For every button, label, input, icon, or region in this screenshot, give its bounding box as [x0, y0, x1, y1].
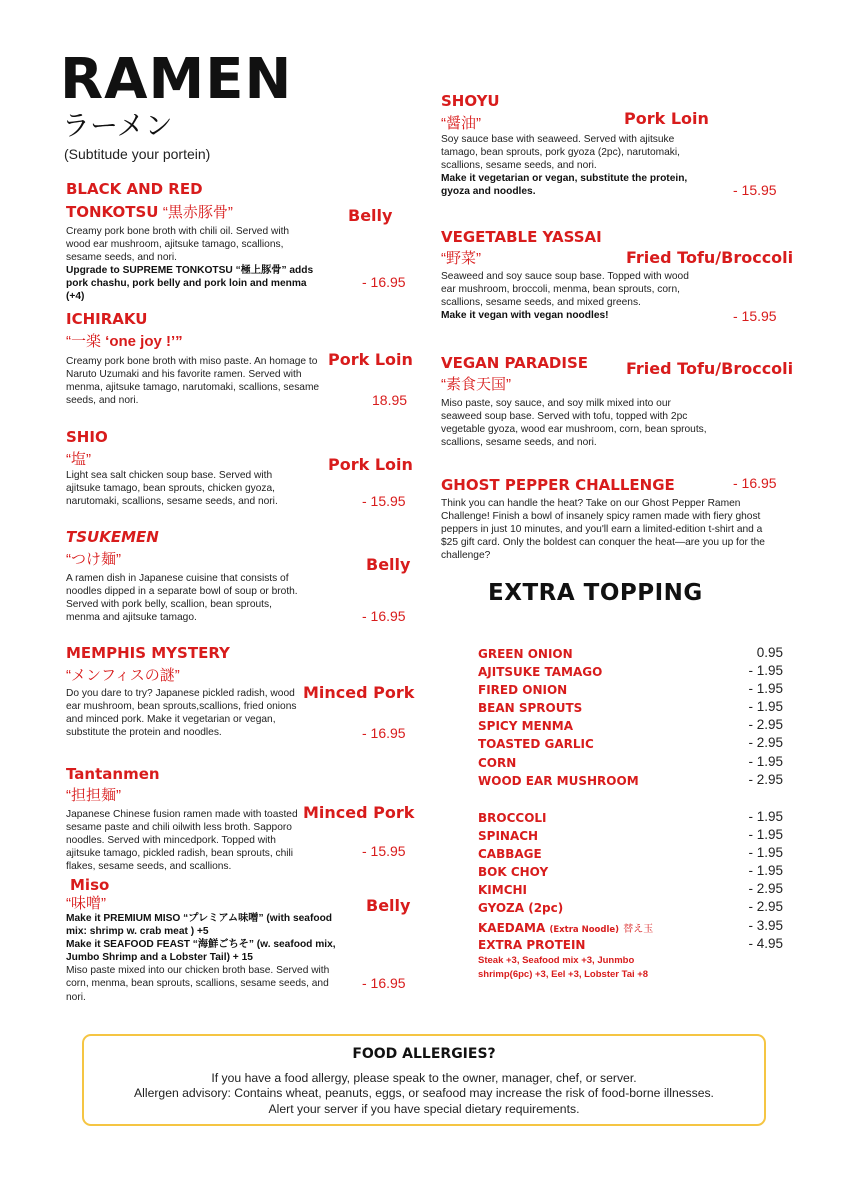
allergy-line: Alert your server if you have special dietary requirements.: [268, 1102, 580, 1116]
topping-name: BEAN SPROUTS: [478, 701, 583, 716]
topping-note: (Extra Noodle): [549, 924, 620, 935]
topping-name: KAEDAMA: [478, 920, 546, 935]
topping-name: FIRED ONION: [478, 683, 568, 698]
menu-item-description: Think you can handle the heat? Take on our Ghost Pepper Ramen Challenge! Finish a bowl of insanely spicy ramen made with fiery ghost peppers in just 10 minutes, and you'll earn a limited-edition t-shirt and a $25 gift card. Only the boldest can conquer the heat—are you up for the challenge?: [441, 498, 765, 562]
menu-item-price: - 15.95: [362, 493, 406, 509]
japanese-translation: ‘one joy !’”: [105, 333, 183, 350]
menu-item-name-line2: [66, 203, 233, 222]
menu-item-name: SHOYU: [441, 92, 500, 110]
topping-list-2: [478, 811, 678, 982]
menu-item-protein: Belly: [366, 555, 411, 574]
extra-topping-heading: EXTRA TOPPING: [488, 580, 703, 606]
menu-item-protein: Belly: [366, 896, 411, 915]
menu-item-name: Miso: [70, 876, 110, 894]
menu-item-name: SHIO: [66, 428, 108, 446]
description-text: Soy sauce base with seaweed. Served with ajitsuke tamago, bean sprouts, pork gyoza (2pc), narutomaki, scallions, sesame seeds, and nori.: [441, 134, 680, 172]
description-text: Creamy pork bone broth with chili oil. Served with wood ear mushroom, ajitsuke tamago, scallions, sesame seeds, and nori.: [66, 226, 290, 264]
topping-price: - 1.95: [748, 681, 783, 697]
topping-price: - 1.95: [748, 753, 783, 769]
menu-item-name: VEGETABLE YASSAI: [441, 228, 602, 246]
topping-name: AJITSUKE TAMAGO: [478, 665, 603, 680]
menu-item-name: TONKOTSU: [66, 203, 159, 221]
allergy-line: If you have a food allergy, please speak to the owner, manager, chef, or server.: [211, 1071, 637, 1085]
topping-list-1: [478, 647, 639, 792]
topping-name: CABBAGE: [478, 847, 542, 862]
topping-prices-1: [713, 645, 783, 790]
description-upgrade: Make it SEAFOOD FEAST “海鮮ごちそ” (w. seafood mix, Jumbo Shrimp and a Lobster Tail) + 15: [66, 939, 336, 964]
menu-item-price: - 16.95: [362, 975, 406, 991]
menu-item-name: GHOST PEPPER CHALLENGE: [441, 476, 675, 494]
menu-item-price: 18.95: [372, 392, 408, 408]
menu-item-name: VEGAN PARADISE: [441, 354, 589, 372]
menu-item-japanese: “メンフィスの謎”: [66, 667, 180, 684]
menu-item-description: Light sea salt chicken soup base. Served with ajitsuke tamago, bean sprouts, chicken gyoza, narutomaki, scallions, sesame seeds, and nori.: [66, 470, 278, 508]
topping-price: - 3.95: [748, 917, 783, 933]
menu-item-protein: Minced Pork: [303, 803, 415, 822]
menu-item-name: BLACK AND RED: [66, 180, 203, 198]
topping-name: SPINACH: [478, 829, 539, 844]
topping-prices-2: [713, 809, 783, 954]
topping-price: - 2.95: [748, 735, 783, 751]
menu-item-description: [441, 133, 691, 198]
topping-price: - 2.95: [748, 899, 783, 915]
page-subtitle: (Subtitude your portein): [64, 146, 211, 162]
menu-item-protein: Pork Loin: [328, 350, 413, 369]
menu-item-protein: Belly: [348, 206, 393, 225]
menu-item-japanese: “味噌”: [66, 895, 106, 912]
menu-item-name: ICHIRAKU: [66, 310, 148, 328]
topping-name: BROCCOLI: [478, 811, 547, 825]
menu-item-description: Japanese Chinese fusion ramen made with toasted sesame paste and chili oilwith less broth. Sapporo noodles. Served with mincedpork. Topped with ajitsuke tamago, pickled radish, bean sprouts, chili flakes, sesame seeds, and scallions.: [66, 809, 298, 873]
description-upgrade: Make it vegetarian or vegan, substitute the protein, gyoza and noodles.: [441, 173, 688, 198]
allergy-line: Allergen advisory: Contains wheat, peanuts, eggs, or seafood may increase the risk of food-borne illnesses.: [134, 1086, 714, 1100]
menu-item-description: [66, 912, 341, 1004]
topping-name: TOASTED GARLIC: [478, 737, 594, 752]
menu-item-japanese: “担担麺”: [66, 787, 121, 804]
menu-item-description: Do you dare to try? Japanese pickled radish, wood ear mushroom, bean sprouts,scallions, fried onions and minced pork. Make it vegetarian or vegan, substitute the protein and noodles.: [66, 688, 297, 739]
menu-item-japanese: “黒赤豚骨”: [162, 204, 233, 221]
description-upgrade: Make it vegan with vegan noodles!: [441, 310, 609, 322]
topping-name: CORN: [478, 755, 517, 770]
allergy-heading: FOOD ALLERGIES?: [352, 1046, 496, 1062]
menu-item-description: Miso paste, soy sauce, and soy milk mixed into our seaweed soup base. Served with tofu, topped with 2pc vegetable gyoza, wood ear mushroom, corn, bean sprouts, scallions, sesame seeds, and nori.: [441, 398, 707, 449]
menu-item-protein: Pork Loin: [328, 455, 413, 474]
topping-name: EXTRA PROTEIN: [478, 937, 586, 952]
description-upgrade: Upgrade to SUPREME TONKOTSU “極上豚骨” adds pork chashu, pork belly and pork loin and menma (+4): [66, 265, 314, 303]
topping-price: - 2.95: [748, 881, 783, 897]
topping-price: - 1.95: [748, 663, 783, 679]
menu-item-name: Tantanmen: [66, 765, 160, 783]
menu-item-description: Creamy pork bone broth with miso paste. An homage to Naruto Uzumaki and his favorite ramen. Served with menma, ajitsuke tamago, narutomaki, scallions, sesame seeds, and nori.: [66, 356, 320, 407]
description-text: Seaweed and soy sauce soup base. Topped with wood ear mushroom, broccoli, menma, bean sprouts, corn, scallions, sesame seeds, and mixed greens.: [441, 271, 689, 309]
menu-item-name: TSUKEMEN: [66, 528, 159, 546]
menu-item-price: - 15.95: [733, 182, 777, 198]
menu-item-japanese: “塩”: [66, 451, 91, 468]
topping-price: - 2.95: [748, 717, 783, 733]
menu-item-japanese: “つけ麺”: [66, 551, 121, 568]
topping-price: - 2.95: [748, 771, 783, 787]
menu-item-japanese: [66, 333, 183, 351]
menu-item-japanese: “野菜”: [441, 250, 481, 267]
page-title: RAMEN: [60, 47, 293, 112]
description-text: Miso paste mixed into our chicken broth base. Served with corn, menma, bean sprouts, scallions, sesame seeds, and nori.: [66, 965, 330, 1003]
topping-price: 0.95: [756, 645, 783, 660]
topping-name: GYOZA (2pc): [478, 901, 564, 916]
topping-price: - 1.95: [748, 863, 783, 879]
menu-item-price: - 16.95: [362, 274, 406, 290]
page-title-japanese: ラーメン: [62, 109, 173, 142]
topping-name: KIMCHI: [478, 883, 528, 898]
menu-item-description: [66, 225, 316, 304]
topping-price: - 1.95: [748, 827, 783, 843]
topping-price: - 1.95: [748, 699, 783, 715]
menu-item-price: - 16.95: [362, 725, 406, 741]
topping-kaedama: [478, 920, 678, 938]
menu-item-description: A ramen dish in Japanese cuisine that consists of noodles dipped in a separate bowl of soup or broth. Served with pork belly, scallion, bean sprouts, menma and ajitsuke tamago.: [66, 573, 298, 624]
menu-item-name: MEMPHIS MYSTERY: [66, 644, 230, 662]
menu-item-price: - 16.95: [362, 608, 406, 624]
menu-item-protein: Fried Tofu/Broccoli: [626, 248, 794, 267]
japanese-text: “一楽: [66, 333, 101, 350]
menu-item-description: [441, 270, 696, 322]
menu-item-price: - 15.95: [733, 308, 777, 324]
topping-price: - 1.95: [748, 845, 783, 861]
topping-japanese: 替え玉: [623, 923, 654, 935]
topping-protein-options: Steak +3, Seafood mix +3, Junmbo shrimp(6pc) +3, Eel +3, Lobster Tai +8: [478, 954, 649, 980]
topping-price: - 1.95: [748, 809, 783, 824]
topping-name: WOOD EAR MUSHROOM: [478, 773, 639, 788]
menu-item-protein: Pork Loin: [624, 109, 709, 128]
menu-item-protein: Minced Pork: [303, 683, 415, 702]
menu-item-japanese: “素食天国”: [441, 376, 511, 393]
description-upgrade: Make it PREMIUM MISO “プレミアム味噌” (with seafood mix: shrimp w. crab meat ) +5: [66, 913, 333, 938]
menu-item-japanese: “醤油”: [441, 115, 481, 132]
topping-name: BOK CHOY: [478, 865, 549, 880]
menu-item-protein: Fried Tofu/Broccoli: [626, 359, 794, 378]
topping-name: SPICY MENMA: [478, 719, 573, 734]
topping-name: GREEN ONION: [478, 647, 573, 661]
topping-price: - 4.95: [748, 935, 783, 951]
menu-item-price: - 15.95: [362, 843, 406, 859]
menu-item-price: - 16.95: [733, 475, 777, 491]
